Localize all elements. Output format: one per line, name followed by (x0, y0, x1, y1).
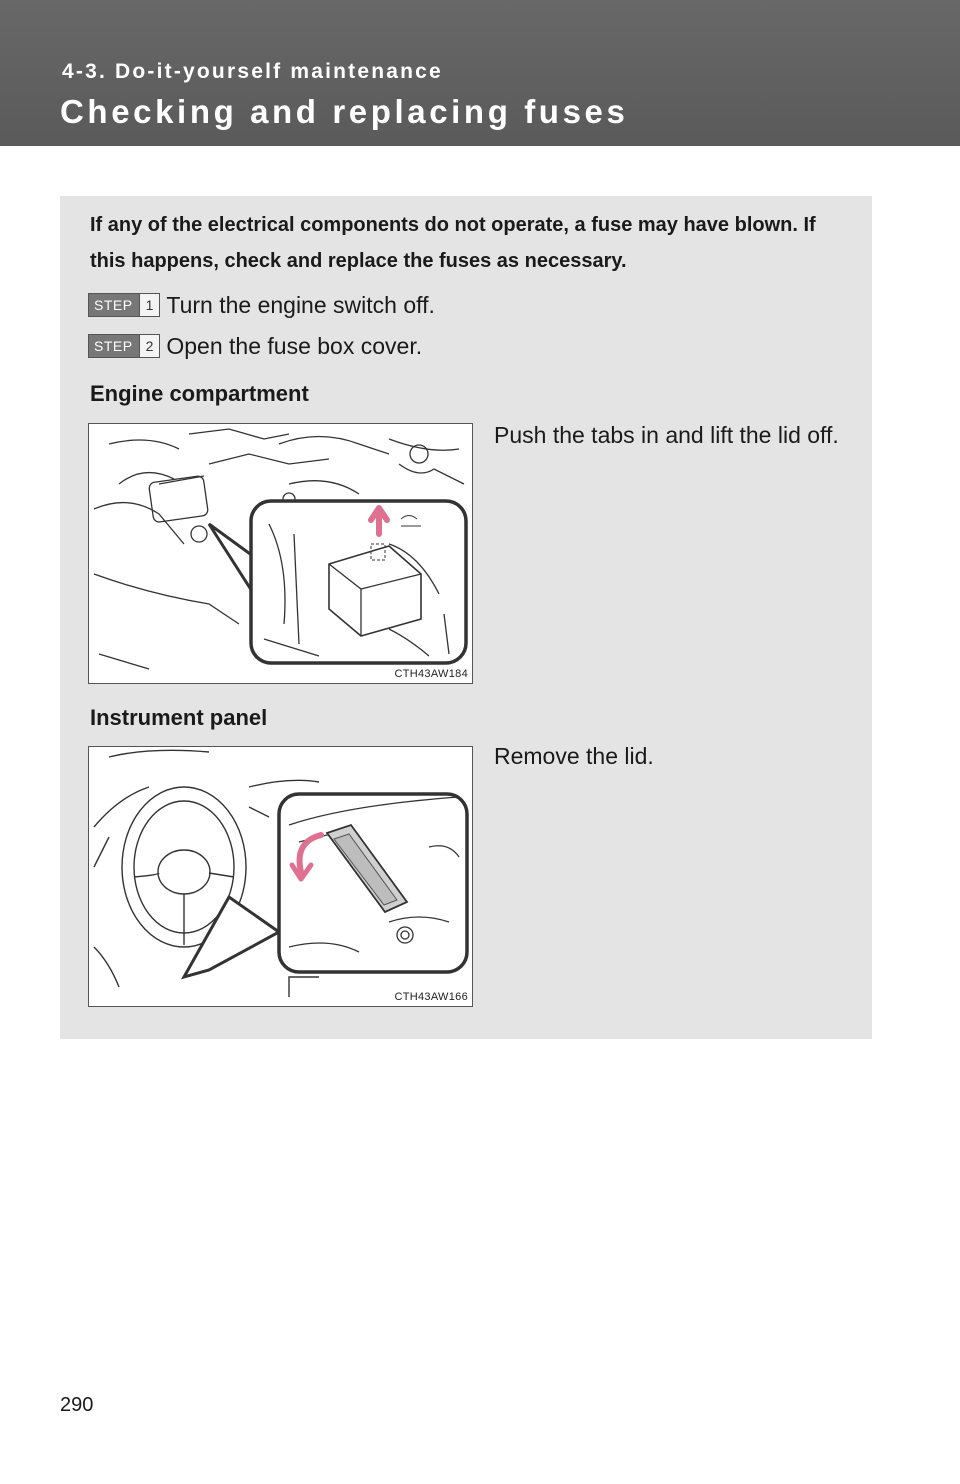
intro-text: If any of the electrical components do not operate, a fuse may have blown. If this happens, check and replace the fuses as necessary. (90, 214, 816, 272)
step-badge (88, 293, 160, 317)
step-1 (88, 292, 435, 318)
section-description-engine: Push the tabs in and lift the lid off. (494, 422, 839, 448)
instrument-illustration-svg (89, 747, 473, 1007)
step-badge-label: STEP (89, 294, 139, 316)
figure-code: CTH43AW166 (394, 991, 468, 1003)
engine-compartment-illustration (88, 423, 473, 684)
section-label: 4-3. Do-it-yourself maintenance (62, 60, 443, 83)
section-heading-engine: Engine compartment (90, 381, 309, 406)
step-badge-label: STEP (89, 335, 139, 357)
section-heading-instrument: Instrument panel (90, 705, 268, 730)
page-title: Checking and replacing fuses (60, 93, 629, 130)
step-text: Turn the engine switch off. (166, 291, 435, 318)
step-text: Open the fuse box cover. (166, 332, 423, 359)
step-badge (88, 334, 160, 358)
engine-illustration-svg (89, 424, 473, 684)
step-2 (88, 333, 422, 359)
page-header (0, 0, 960, 146)
page-number: 290 (60, 1394, 94, 1416)
figure-code: CTH43AW184 (394, 668, 468, 680)
step-badge-number: 2 (139, 335, 160, 357)
instrument-panel-illustration (88, 746, 473, 1007)
section-description-instrument: Remove the lid. (494, 743, 654, 769)
step-badge-number: 1 (139, 294, 160, 316)
